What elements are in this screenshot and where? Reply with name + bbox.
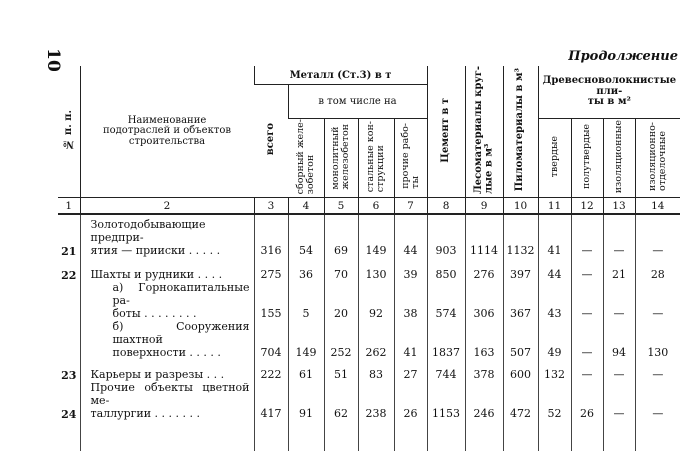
row-name: Золотодобывающие предпри- ятия — прииски . . . . . [80, 214, 254, 258]
table-row [58, 282, 680, 321]
table-row [58, 360, 680, 382]
cell-value: — [635, 214, 680, 258]
cell-value: — [603, 214, 635, 258]
cell-value: — [571, 214, 603, 258]
cell-value: 41 [394, 321, 427, 360]
column-number: 11 [538, 198, 571, 215]
cell-value: 28 [635, 258, 680, 282]
spacer-cell [288, 421, 324, 451]
cell-value: 163 [465, 321, 503, 360]
spacer-cell [80, 421, 254, 451]
row-number: 24 [61, 407, 77, 421]
cell-value: 26 [394, 382, 427, 421]
cell-value: 316 [254, 214, 288, 258]
row-number [58, 321, 80, 360]
column-number: 14 [635, 198, 680, 215]
header-fb-finishing: изоляционно- отделочные [635, 118, 680, 197]
cell-value: 54 [288, 214, 324, 258]
cell-value: 275 [254, 258, 288, 282]
spacer-cell [538, 421, 571, 451]
cell-value: 1153 [427, 382, 465, 421]
cell-value: 222 [254, 360, 288, 382]
header-roundwood: Лесоматериалы круг- лые в м³ [465, 66, 503, 198]
cell-value: 49 [538, 321, 571, 360]
cell-value: 36 [288, 258, 324, 282]
cell-value: 262 [358, 321, 394, 360]
table-row [58, 214, 680, 258]
spacer-cell [58, 421, 80, 451]
row-number: 23 [61, 368, 77, 382]
cell-value: 850 [427, 258, 465, 282]
table-row [58, 382, 680, 421]
header-fb-semihard: полутвердые [571, 118, 603, 197]
cell-value: 92 [358, 282, 394, 321]
cell-value: 62 [324, 382, 358, 421]
cell-value: 39 [394, 258, 427, 282]
column-number: 12 [571, 198, 603, 215]
cell-value: — [603, 382, 635, 421]
cell-value: 1132 [503, 214, 538, 258]
cell-value: 44 [394, 214, 427, 258]
header-num: № п. п. [58, 66, 80, 198]
cell-value: 306 [465, 282, 503, 321]
cell-value: 130 [358, 258, 394, 282]
cell-value: 472 [503, 382, 538, 421]
row-number: 21 [61, 245, 77, 259]
header-fb-hard: твердые [538, 118, 571, 197]
cell-value: 44 [538, 258, 571, 282]
cell-value: — [635, 360, 680, 382]
column-number: 6 [358, 198, 394, 215]
cell-value: — [603, 360, 635, 382]
cell-value: — [635, 282, 680, 321]
row-number: 22 [61, 269, 77, 283]
table-row [58, 258, 680, 282]
materials-table [58, 66, 680, 451]
cell-value: — [635, 382, 680, 421]
spacer-cell [465, 421, 503, 451]
cell-value: 61 [288, 360, 324, 382]
spacer-cell [603, 421, 635, 451]
cell-value: 704 [254, 321, 288, 360]
cell-value: 43 [538, 282, 571, 321]
column-number: 5 [324, 198, 358, 215]
cell-value: 1114 [465, 214, 503, 258]
column-number: 3 [254, 198, 288, 215]
cell-value: 51 [324, 360, 358, 382]
row-name: Карьеры и разрезы . . . [80, 360, 254, 382]
cell-value: 26 [571, 382, 603, 421]
cell-value: 27 [394, 360, 427, 382]
cell-value: 276 [465, 258, 503, 282]
spacer-cell [503, 421, 538, 451]
cell-value: 21 [603, 258, 635, 282]
cell-value: — [603, 282, 635, 321]
row-name: а) Горнокапитальные ра- боты . . . . . . . . [80, 282, 254, 321]
cell-value: 38 [394, 282, 427, 321]
column-number-row [58, 198, 680, 215]
cell-value: 378 [465, 360, 503, 382]
cell-value: 149 [358, 214, 394, 258]
row-name: Прочие объекты цветной ме- таллургии . . . . . . . [80, 382, 254, 421]
cell-value: 903 [427, 214, 465, 258]
spacer-cell [324, 421, 358, 451]
cell-value: 397 [503, 258, 538, 282]
header-metal-group: Металл (Ст.3) в т [254, 66, 427, 84]
spacer-cell [571, 421, 603, 451]
column-number: 2 [80, 198, 254, 215]
column-number: 8 [427, 198, 465, 215]
column-number: 7 [394, 198, 427, 215]
continued-label: Продолжение [568, 49, 678, 64]
cell-value: 83 [358, 360, 394, 382]
header-fiberboard-group: Древесноволокнистые пли- ты в м² [538, 66, 680, 118]
row-number [58, 282, 80, 321]
cell-value: 94 [603, 321, 635, 360]
cell-value: 600 [503, 360, 538, 382]
cell-value: — [571, 282, 603, 321]
header-cement: Цемент в т [427, 66, 465, 198]
spacer-cell [427, 421, 465, 451]
row-name: б) Сооружения шахтной поверхности . . . . . [80, 321, 254, 360]
cell-value: 41 [538, 214, 571, 258]
column-number: 9 [465, 198, 503, 215]
table-body [58, 214, 680, 451]
cell-value: 20 [324, 282, 358, 321]
cell-value: 52 [538, 382, 571, 421]
cell-value: 574 [427, 282, 465, 321]
header-metal-total: всего [254, 84, 288, 198]
column-number: 4 [288, 198, 324, 215]
header-including-group: в том числе на [288, 84, 427, 118]
cell-value: 70 [324, 258, 358, 282]
cell-value: 130 [635, 321, 680, 360]
spacer-cell [254, 421, 288, 451]
cell-value: — [571, 258, 603, 282]
cell-value: 367 [503, 282, 538, 321]
cell-value: 132 [538, 360, 571, 382]
header-metal-other: прочие рабо- ты [394, 118, 427, 197]
cell-value: 417 [254, 382, 288, 421]
spacer-row [58, 421, 680, 451]
cell-value: 252 [324, 321, 358, 360]
cell-value: 507 [503, 321, 538, 360]
cell-value: — [571, 321, 603, 360]
header-fb-insulating: изоляционные [603, 118, 635, 197]
row-name: Шахты и рудники . . . . [80, 258, 254, 282]
header-metal-monolith: монолитный железобетон [324, 118, 358, 197]
header-metal-steel: стальные кон- струкции [358, 118, 394, 197]
cell-value: 91 [288, 382, 324, 421]
column-number: 10 [503, 198, 538, 215]
spacer-cell [394, 421, 427, 451]
cell-value: 1837 [427, 321, 465, 360]
header-sawn: Пиломатериалы в м³ [503, 66, 538, 198]
table-row [58, 321, 680, 360]
spacer-cell [358, 421, 394, 451]
cell-value: 149 [288, 321, 324, 360]
cell-value: 744 [427, 360, 465, 382]
cell-value: 155 [254, 282, 288, 321]
spacer-cell [635, 421, 680, 451]
page-number: 10 [43, 48, 63, 72]
cell-value: — [571, 360, 603, 382]
header-name: Наименование подотраслей и объектов строительства [80, 66, 254, 198]
cell-value: 69 [324, 214, 358, 258]
column-number: 13 [603, 198, 635, 215]
cell-value: 5 [288, 282, 324, 321]
header-metal-precast: сборный желе- зобетон [288, 118, 324, 197]
column-number: 1 [58, 198, 80, 215]
cell-value: 246 [465, 382, 503, 421]
cell-value: 238 [358, 382, 394, 421]
